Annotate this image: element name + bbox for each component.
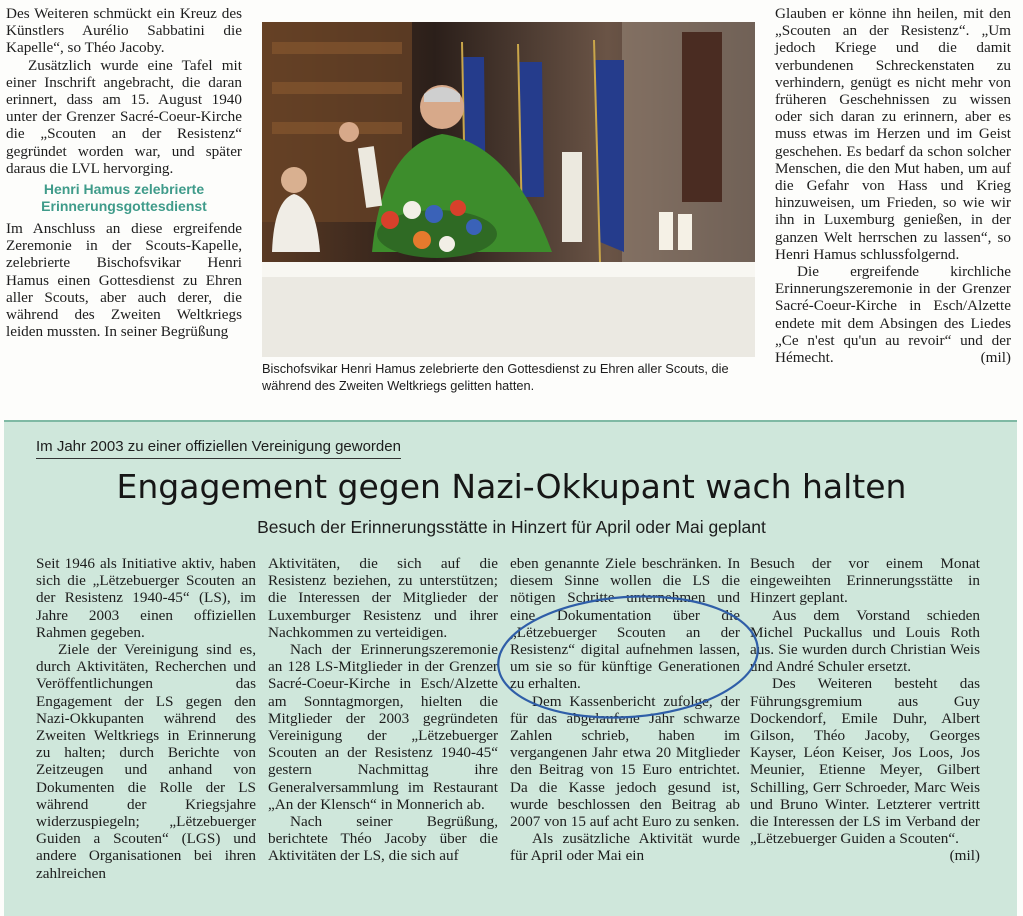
article-column-2 bbox=[268, 555, 498, 865]
paragraph: Ziele der Vereinigung sind es, durch Aktivitäten, Recherchen und Veröffentlichungen das Engagement der LS gegen den Nazi-Okkupanten während des Zweiten Weltkriegs in Erinnerung zu halten; durch Berichte von Zeitzeugen und anhand von Dokumenten die Rolle der LS während der Kriegsjahre widerzuspiegeln; „Lëtzebuerger Guiden a Scouten“ (LGS) und andere Organisationen bei ihren zahlreichen bbox=[36, 641, 256, 882]
paragraph: Dem Kassenbericht zufolge, der für das abgelaufene Jahr schwarze Zahlen schrieb, haben im vergangenen Jahr etwa 20 Mitglieder den Beitrag von 15 Euro entrichtet. Da die Kasse jedoch gesund ist, wurde beschlossen den Beitrag ab 2007 von 15 auf acht Euro zu senken. bbox=[510, 692, 740, 831]
article-subheadline: Besuch der Erinnerungsstätte in Hinzert für April oder Mai geplant bbox=[257, 517, 766, 537]
paragraph-text: Die ergreifende kirchliche Erinnerungszeremonie in der Grenzer Sacré-Coeur-Kirche in Esch/Alzette endete mit dem Absingen des Liedes „Ce n'est qu'un au revoir“ und der Hémecht. bbox=[775, 263, 1011, 367]
article-column-4 bbox=[750, 555, 980, 865]
article-photo bbox=[262, 22, 755, 357]
paragraph-text: Des Weiteren besteht das Führungsgremium aus Guy Dockendorf, Emile Duhr, Albert Gilson, Théo Jacoby, Georges Kayser, Léon Keiser, Jos Loos, Jos Meunier, Etienne Meyer, Gilbert Schilling, Gerr Schroeder, Marc Weis und Bruno Winter. Letzterer vertritt die Interessen der LS im Verband der „Lëtzebuerger Guiden a Scouten“. bbox=[750, 675, 980, 848]
top-column-left bbox=[6, 5, 242, 340]
article-column-3 bbox=[510, 555, 740, 865]
paragraph: Nach der Erinnerungszeremonie an 128 LS-Mitglieder in der Grenzer Sacré-Coeur-Kirche in Esch/Alzette am Sonntagmorgen, hielten die Mitglieder der 2003 gegründeten Vereinigung der „Lëtzebuerger Scouten an der Resistenz 1940-45“ gestern Nachmittag ihre Generalversammlung im Restaurant „An der Klensch“ in Monnerich ab. bbox=[268, 641, 498, 813]
photo-illustration bbox=[262, 22, 755, 357]
section-subheading: Henri Hamus zelebrierte Erinnerungsgottesdienst bbox=[41, 181, 207, 215]
paragraph: Seit 1946 als Initiative aktiv, haben sich die „Lëtzebuerger Scouten an der Resistenz 1940-45“ (LS), im Jahre 2003 einen offiziellen Rahmen gegeben. bbox=[36, 555, 256, 641]
photo-caption: Bischofsvikar Henri Hamus zelebrierte den Gottesdienst zu Ehren aller Scouts, die während des Zweiten Weltkriegs gelitten hatten. bbox=[262, 361, 729, 393]
author-signature: (mil) bbox=[949, 847, 980, 865]
paragraph: Glauben er könne ihn heilen, mit den „Scouten an der Resistenz“. „Um jedoch Kriege und die damit verbundenen Schreckenstaten zu verhindern, genügt es nicht mehr von früheren Geschehnissen zu wissen oder sich daran zu erinnern, aber es muss etwas im Herzen und im Geist geschehen. Es bedarf da schon solcher Menschen, die den Mut haben, um auf die Gefahr von Hass und Krieg hinzuweisen, um Frieden, so wie wir ihn in Luxemburg genießen, in der ganzen Welt herrschen zu lassen“, so Henri Hamus schlussfolgernd. bbox=[775, 5, 1011, 263]
paragraph: Aus dem Vorstand schieden Michel Puckallus und Louis Roth aus. Sie wurden durch Christian Weis und André Schuler ersetzt. bbox=[750, 606, 980, 676]
paragraph bbox=[775, 263, 1011, 366]
paragraph: Als zusätzliche Aktivität wurde für April oder Mai ein bbox=[510, 830, 740, 865]
top-column-right bbox=[775, 5, 1011, 366]
paragraph: Im Anschluss an diese ergreifende Zeremonie in der Scouts-Kapelle, zelebrierte Bischofsvikar Henri Hamus einen Gottesdienst zu Ehren aller Scouts, aber auch derer, die während des Zweiten Weltkriegs leiden mussten. In seiner Begrüßung bbox=[6, 220, 242, 341]
paragraph: Besuch der vor einem Monat eingeweihten Erinnerungsstätte in Hinzert geplant. bbox=[750, 555, 980, 607]
paragraph: Zusätzlich wurde eine Tafel mit einer Inschrift angebracht, die daran erinnert, dass am 15. August 1940 unter der Grenzer Sacré-Coeur-Kirche die „Scouten an der Resistenz“ gegründet worden war, und später daraus die LVL hervorging. bbox=[6, 56, 242, 177]
paragraph: Des Weiteren schmückt ein Kreuz des Künstlers Aurélio Sabbatini die Kapelle“, so Théo Jacoby. bbox=[6, 5, 242, 57]
paragraph: Nach seiner Begrüßung, berichtete Théo Jacoby über die Aktivitäten der LS, die sich auf bbox=[268, 813, 498, 865]
article-headline: Engagement gegen Nazi-Okkupant wach halten bbox=[116, 467, 907, 506]
paragraph bbox=[750, 675, 980, 865]
article-kicker: Im Jahr 2003 zu einer offiziellen Vereinigung geworden bbox=[36, 438, 401, 459]
paragraph: eben genannte Ziele beschränken. In diesem Sinne wollen die LS die nötigen Schritte unternehmen und eine Dokumentation über die „Lëtzebuerger Scouten an der Resistenz“ digital aufnehmen lassen, um sie so für künftige Generationen zu erhalten. bbox=[510, 555, 740, 693]
paragraph: Aktivitäten, die sich auf die Resistenz beziehen, zu unterstützen; die Interessen der Mitglieder der Luxemburger Resistenz und ihrer Nachkommen zu verteidigen. bbox=[268, 555, 498, 641]
author-signature: (mil) bbox=[980, 349, 1011, 367]
article-column-1 bbox=[36, 555, 256, 882]
